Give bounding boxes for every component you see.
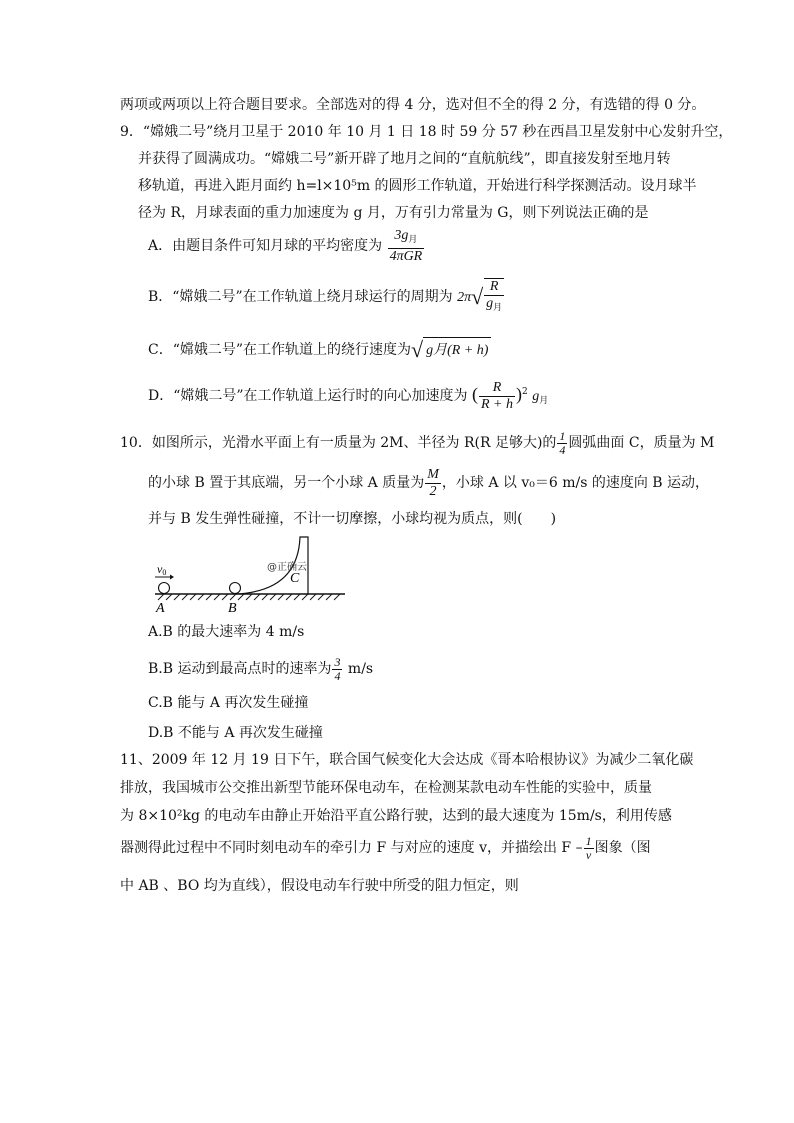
q10-stem-line-2 (148, 465, 709, 501)
q10-diagram (150, 535, 350, 615)
q11-fraction-denominator: v (585, 847, 592, 862)
q10-stem-line-1-a: 10．如图所示，光滑水平面上有一质量为 2M、半径为 R(R 足够大)的 (120, 435, 557, 451)
ground-hatching (158, 594, 340, 600)
q9-option-a (148, 226, 425, 266)
q10-option-b (148, 652, 373, 686)
q9-option-d-numerator: R (479, 380, 515, 397)
q9-option-a-denominator: 4πGR (389, 248, 423, 264)
label-b: B (228, 601, 237, 615)
q10-quarter-denominator: 4 (559, 442, 566, 457)
q10-option-b-numerator: 3 (334, 654, 341, 669)
q9-option-c-root: √ g月(R + h) (411, 337, 491, 363)
q9-stem-line-3: 移轨道，再进入距月面约 h=l×10⁵m 的圆形工作轨道，开始进行科学探测活动。设月球半 (138, 178, 697, 194)
q10-option-b-text: B.B 运动到最高点时的速率为 (148, 661, 332, 677)
q9-option-d-g: g (532, 389, 540, 404)
q9-option-a-text: A．由题目条件可知月球的平均密度为 (148, 238, 383, 254)
q10-stem-line-3: 并与 B 发生弹性碰撞，不计一切摩擦，小球均视为质点，则( ) (148, 511, 557, 527)
q10-option-d: D.B 不能与 A 再次发生碰撞 (148, 725, 323, 741)
q9-option-b-root: √ $\frac{R}{g_月}$ (471, 277, 505, 317)
q11-stem-line-1: 11、2009 年 12 月 19 日下午，联合国气候变化大会达成《哥本哈根协议》为减少二氧化碳 (120, 752, 694, 768)
q11-stem-line-2: 排放，我国城市公交推出新型节能环保电动车，在检测某款电动车性能的实验中，质量 (120, 780, 652, 796)
q9-option-b-text: B．“嫦娥二号”在工作轨道上绕月球运行的周期为 (148, 289, 453, 305)
q9-stem-line-1: 9．“嫦娥二号”绕月卫星于 2010 年 10 月 1 日 18 时 59 分 57 秒在西昌卫星发射中心发射升空， (120, 124, 733, 140)
q10-mass-fraction (425, 467, 441, 500)
q9-option-b-denominator: g (486, 296, 494, 311)
q9-stem-line-4: 径为 R，月球表面的重力加速度为 g 月，万有引力常量为 G，则下列说法正确的是 (138, 205, 649, 221)
q10-mass-denominator: 2 (429, 483, 437, 499)
q9-option-b (148, 277, 505, 318)
v0-label: v0 (157, 562, 167, 577)
q11-stem-line-3: 为 8×10²kg 的电动车由静止开始沿平直公路行驶，达到的最大速度为 15m/s，利用传感 (120, 808, 672, 824)
q9-stem-line-2: 并获得了圆满成功。“嫦娥二号”新开辟了地月之间的“直航航线”，即直接发射至地月转 (138, 151, 671, 167)
label-c: C (290, 571, 300, 586)
q11-reciprocal-fraction (584, 835, 594, 862)
q11-stem-line-4-b: 图象（图 (594, 840, 651, 856)
q10-option-b-denominator: 4 (334, 668, 341, 683)
label-a: A (156, 601, 165, 615)
q9-option-a-numerator: 3g (394, 227, 409, 243)
ball-a (159, 583, 170, 594)
q10-stem-line-2-b: ，小球 A 以 v₀＝6 m/s 的速度向 B 运动， (441, 475, 710, 491)
q9-option-c-text: C．“嫦娥二号”在工作轨道上的绕行速度为 (148, 342, 412, 358)
q9-option-d-fraction (479, 380, 515, 413)
moon-subscript: 月 (493, 303, 503, 313)
q10-stem-line-1-b: 圆弧曲面 C，质量为 M (568, 435, 715, 451)
q11-stem-line-4 (120, 830, 651, 866)
q10-option-b-unit: m/s (343, 661, 374, 677)
watermark: @正确云 (267, 562, 307, 573)
intro-line: 两项或两项以上符合题目要求。全部选对的得 4 分，选对但不全的得 2 分，有选错的得 0 分。 (120, 97, 706, 113)
q9-option-d-denominator: R + h (481, 396, 513, 412)
q10-option-a: A.B 的最大速率为 4 m/s (148, 624, 305, 640)
moon-subscript: 月 (539, 396, 549, 406)
q9-option-b-coefficient: 2π (457, 290, 472, 305)
moon-subscript: 月 (408, 234, 418, 245)
q9-option-c-radicand: g月(R + h) (423, 337, 491, 363)
q9-option-d: D．“嫦娥二号”在工作轨道上运行时的向心加速度为 ( $\frac{R}{R + h}$ )$^2$ $g_月$ (148, 379, 549, 412)
ball-b (230, 583, 241, 594)
q10-option-b-fraction (332, 656, 342, 683)
q9-option-d-text: D．“嫦娥二号”在工作轨道上运行时的向心加速度为 (148, 388, 468, 404)
q11-stem-line-5: 中 AB 、BO 均为直线），假设电动车行驶中所受的阻力恒定，则 (120, 878, 519, 894)
q9-option-c (148, 337, 491, 363)
q11-stem-line-4-a: 器测得此过程中不同时刻电动车的牵引力 F 与对应的速度 v，并描绘出 F – (120, 840, 583, 856)
q10-stem-line-1 (120, 425, 714, 461)
q9-option-b-numerator: R (484, 279, 504, 296)
q10-mass-numerator: M (427, 466, 439, 482)
q10-quarter-fraction (557, 430, 567, 457)
q10-stem-line-2-a: 的小球 B 置于其底端，另一个小球 A 质量为 (148, 475, 425, 491)
q10-option-c: C.B 能与 A 再次发生碰撞 (148, 695, 309, 711)
q10-quarter-numerator: 1 (559, 428, 566, 443)
q9-option-a-fraction (388, 228, 425, 265)
q11-fraction-numerator: 1 (585, 833, 592, 848)
